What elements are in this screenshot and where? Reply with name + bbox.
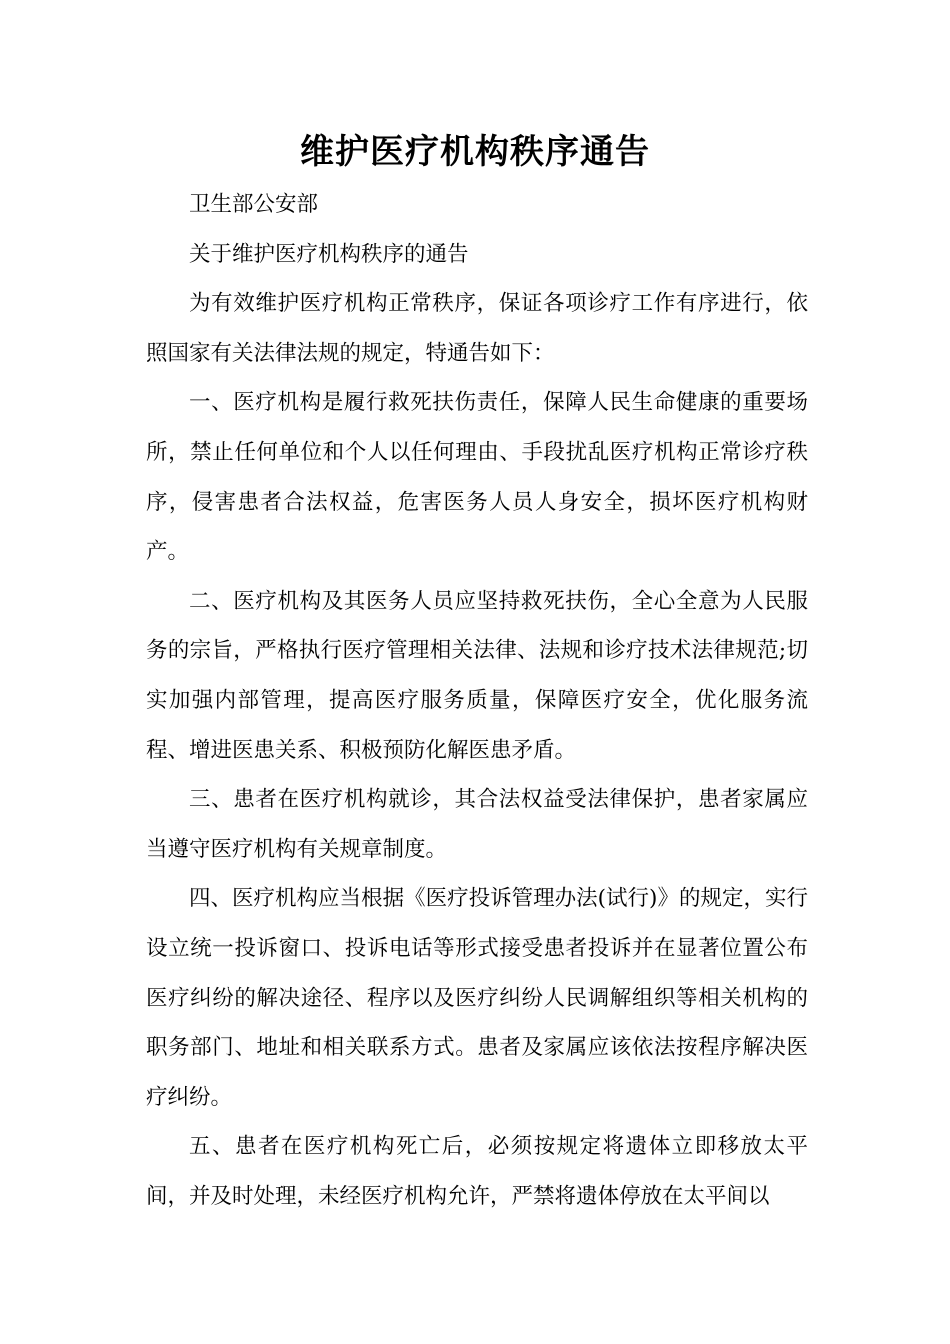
clause-5: 五、患者在医疗机构死亡后，必须按规定将遗体立即移放太平间，并及时处理，未经医疗机构允许，严禁将遗体停放在太平间以: [146, 1134, 808, 1209]
clause-4: 四、医疗机构应当根据《医疗投诉管理办法(试行)》的规定，实行设立统一投诉窗口、投诉电话等形式接受患者投诉并在显著位置公布医疗纠纷的解决途径、程序以及医疗纠纷人民调解组织等相关机构的职务部门、地址和相关联系方式。患者及家属应该依法按程序解决医疗纠纷。: [146, 886, 808, 1110]
notice-subtitle: 关于维护医疗机构秩序的通告: [189, 241, 469, 267]
document-body: [146, 180, 808, 1221]
clause-2: 二、医疗机构及其医务人员应坚持救死扶伤，全心全意为人民服务的宗旨，严格执行医疗管理相关法律、法规和诊疗技术法律规范;切实加强内部管理，提高医疗服务质量，保障医疗安全，优化服务流程、增进医患关系、积极预防化解医患矛盾。: [146, 588, 808, 763]
issuer-line: 卫生部公安部: [189, 192, 319, 217]
clause-3: 三、患者在医疗机构就诊，其合法权益受法律保护，患者家属应当遵守医疗机构有关规章制度。: [146, 787, 808, 862]
clause-1: 一、医疗机构是履行救死扶伤责任，保障人民生命健康的重要场所，禁止任何单位和个人以任何理由、手段扰乱医疗机构正常诊疗秩序，侵害患者合法权益，危害医务人员人身安全，损坏医疗机构财产。: [146, 390, 808, 565]
document-title: 维护医疗机构秩序通告: [300, 132, 650, 172]
intro-paragraph: 为有效维护医疗机构正常秩序，保证各项诊疗工作有序进行，依照国家有关法律法规的规定，特通告如下：: [146, 291, 808, 366]
